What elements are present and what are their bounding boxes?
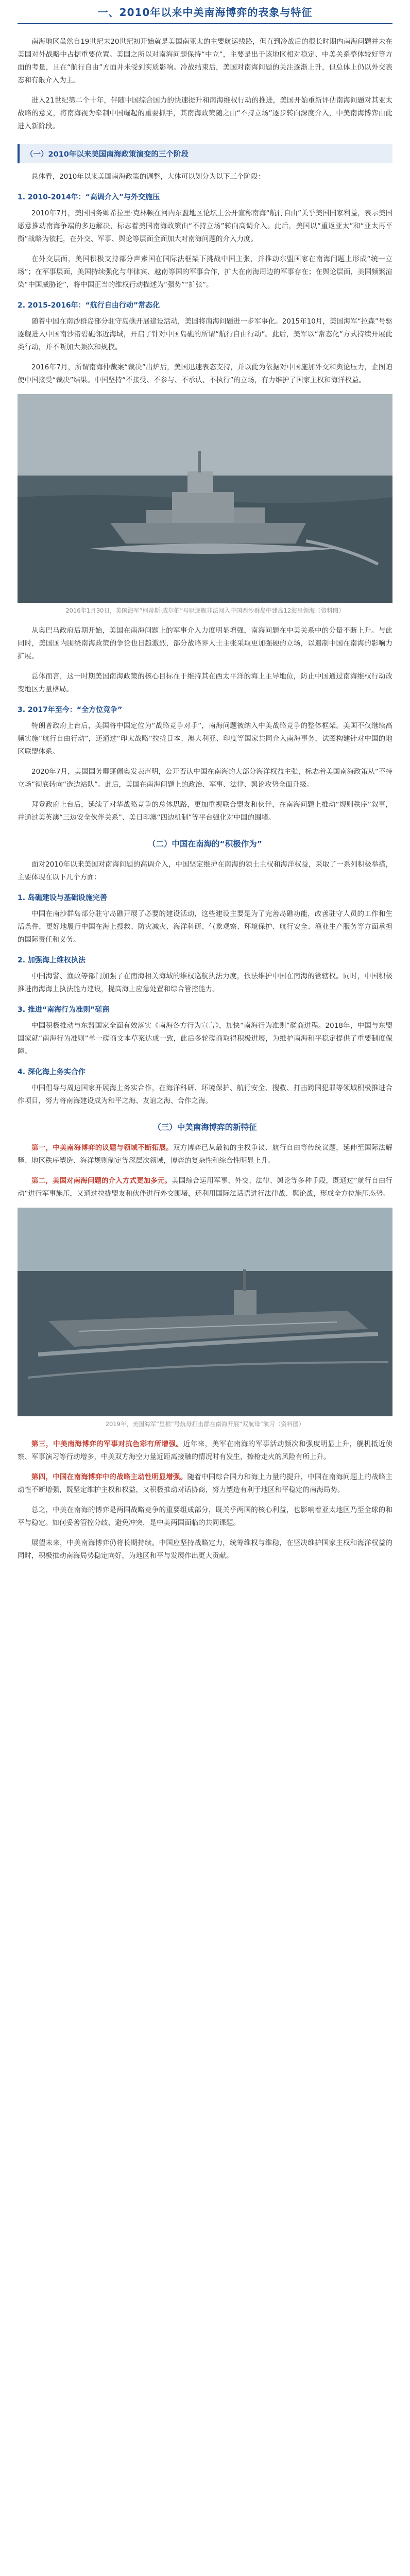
stage-paragraph: 2010年7月，美国国务卿希拉里·克林顿在河内东盟地区论坛上公开宣称南海“航行自由”关乎美国国家利益，表示美国愿意推动南海争端的多边解决，标志着美国南海政策由“不持立场”转向高调介入。此后，美国以“重返亚太”和“亚太再平衡”战略为依托，在外交、军事、舆论等层面全面加大对南海问题的介入力度。 [18,209,392,243]
feature-paragraph [18,1471,392,1497]
destroyer-illustration [18,394,392,603]
item-heading-text: 2. 加强海上维权执法 [18,956,86,964]
intro-block [18,36,392,133]
stage-block [18,315,392,387]
item-block [18,970,392,996]
feature-paragraph [18,1175,392,1200]
section-heading: （一）2010年以来美国南海政策演变的三个阶段 [18,144,392,163]
feature-paragraph [18,1438,392,1464]
section-heading: （三）中美南海博弈的新特征 [153,1123,257,1132]
item-paragraph: 中国积极推动与东盟国家全面有效落实《南海各方行为宣言》，加快“南海行为准则”磋商进程。2018年，中国与东盟国家就“南海行为准则”单一磋商文本草案达成一致，此后多轮磋商取得积极进展，为维护南海和平稳定提供了重要制度保障。 [18,1022,392,1056]
body-paragraph: 从奥巴马政府后期开始，美国在南海问题上的军事介入力度明显增强，南海问题在中美关系中的分量不断上升。与此同时，美国国内围绕南海政策的争论也日趋激烈，部分战略界人士主张采取更加强硬的立场，以遏制中国在南海的影响力扩展。 [18,626,392,660]
item-heading-text: 4. 深化海上务实合作 [18,1068,86,1076]
stage-heading-text: 3. 2017年至今：“全方位竞争” [18,706,123,714]
section-lead: 总体看，2010年以来美国南海政策的调整，大体可以划分为以下三个阶段： [31,173,265,181]
item-heading [18,892,392,903]
carrier-illustration [18,1208,392,1416]
feature-text: 美国综合运用军事、外交、法律、舆论等多种手段，既通过“航行自由行动”进行军事施压，又通过拉拢盟友和伙伴进行外交围堵，还利用国际法话语进行法律战、舆论战，形成全方位施压态势。 [18,1177,392,1198]
section1-block [18,171,392,183]
item-heading [18,1066,392,1077]
item-paragraph: 中国在南沙群岛部分驻守岛礁开展了必要的建设活动，这些建设主要是为了完善岛礁功能，改善驻守人员的工作和生活条件，更好地履行中国在海上搜救、防灾减灾、海洋科研、气象观察、环境保护、航行安全、渔业生产服务等方面承担的国际责任和义务。 [18,910,392,944]
stage-paragraph: 2020年7月，美国国务卿蓬佩奥发表声明，公开否认中国在南海的大部分海洋权益主张，标志着美国南海政策从“不持立场”彻底转向“选边站队”。此后，美国在南海问题上的政治、军事、法律、舆论攻势全面升级。 [18,768,392,789]
stage-paragraph: 拜登政府上台后，延续了对华战略竞争的总体思路，更加重视联合盟友和伙伴，在南海问题上推动“规则秩序”叙事，并通过美英澳“三边安全伙伴关系”、美日印澳“四边机制”等平台强化对中国的围堵。 [18,801,392,822]
stage-paragraph: 2016年7月，所谓南海仲裁案“裁决”出炉后，美国迅速表态支持，并以此为依据对中国施加外交和舆论压力，企图迫使中国接受“裁决”结果。中国坚持“不接受、不参与、不承认、不执行”的立场，有力维护了国家主权和海洋权益。 [18,363,392,384]
feature-lead: 第二，美国对南海问题的介入方式更加多元。 [31,1177,172,1185]
section-banner [18,0,392,24]
stage-heading [18,704,392,715]
carrier-photo [18,1208,392,1416]
item-block [18,1020,392,1058]
feature-text: 近年来，美军在南海的军事活动频次和强度明显上升，舰机抵近侦察、军事演习等行动增多，中美双方海空力量近距离接触的情况时有发生，擦枪走火的风险有所上升。 [18,1440,393,1461]
item-heading-text: 1. 岛礁建设与基础设施完善 [18,894,107,902]
figure-carrier [18,1208,392,1429]
item-block [18,1082,392,1108]
stage-paragraph: 特朗普政府上台后，美国将中国定位为“战略竞争对手”，南海问题被纳入中美战略竞争的整体框架。美国不仅继续高频实施“航行自由行动”，还通过“印太战略”拉拢日本、澳大利亚、印度等国家共同介入南海事务，试图构建针对中国的地区联盟体系。 [18,722,392,756]
destroyer-photo [18,394,392,603]
section2-block [18,858,392,884]
body-paragraph: 总体而言，这一时期美国南海政策的核心目标在于维持其在西太平洋的海上主导地位，防止中国通过南海维权行动改变地区力量格局。 [18,672,392,693]
intro-paragraph: 南海地区虽然自19世纪末20世纪初开始就是美国南亚太的主要航运线路，但直到冷战后的很长时期内南海问题并未在美国对外战略中占据重要位置。美国之所以对南海问题保持“中立”，主要是出于该地区相对稳定、中美关系整体较好等方面的考量，且在“航行自由”方面并未受到实质影响。冷战结束后，美国对南海问题的关注逐渐上升，但总体上仍以外交表态和有限介入为主。 [18,38,392,84]
feature-lead: 第一，中美南海博弈的议题与领域不断拓展。 [31,1144,173,1152]
figure-destroyer [18,394,392,615]
feature-text: 双方博弈已从最初的主权争议、航行自由等传统议题，延伸至国际法解释、地区秩序塑造、海洋规则制定等深层次领域，博弈的复杂性和综合性明显上升。 [18,1144,392,1165]
banner-title: 一、2010年以来中美南海博弈的表象与特征 [97,6,313,19]
closing-paragraph: 展望未来，中美南海博弈仍将长期持续。中国应坚持战略定力，统筹维权与维稳，在坚决维护国家主权和海洋权益的同时，积极推动南海局势稳定向好，为地区和平与发展作出更大贡献。 [18,1539,392,1560]
stage-block [18,207,392,292]
figure-caption: 2019年，美国海军“里根”号航母打击群在南海开展“双航母”演习（资料图） [105,1420,305,1428]
feature-lead: 第三，中美南海博弈的军事对抗色彩有所增强。 [31,1440,183,1448]
closing-paragraph: 总之，中美在南海的博弈是两国战略竞争的重要组成部分，既关乎两国的核心利益，也影响着亚太地区乃至全球的和平与稳定。如何妥善管控分歧、避免冲突，是中美两国面临的共同课题。 [18,1506,392,1527]
section1b-block [18,624,392,696]
item-paragraph: 中国倡导与周边国家开展海上务实合作，在海洋科研、环境保护、航行安全、搜救、打击跨国犯罪等领域积极推进合作项目，努力将南海建设成为和平之海、友谊之海、合作之海。 [18,1084,392,1105]
item-heading [18,955,392,965]
intro-paragraph: 进入21世纪第二个十年，伴随中国综合国力的快速提升和南海维权行动的推进，美国开始重新评估南海问题对其亚太战略的意义，将南海视为牵制中国崛起的重要抓手，其南海政策随之由“不持立场”逐步转向深度介入，中美南海博弈由此进入新阶段。 [18,96,392,130]
section-heading: （二）中国在南海的“积极作为” [148,839,262,849]
item-heading-text: 3. 推进“南海行为准则”磋商 [18,1006,110,1014]
stage-paragraph: 在外交层面，美国积极支持部分声索国在国际法框架下挑战中国主张，并推动东盟国家在南海问题上形成“统一立场”；在军事层面，美国持续强化与菲律宾、越南等国的军事合作，扩大在南海周边的军事存在；在舆论层面，美国频繁渲染“中国威胁论”，将中国正当的维权行动描述为“强势”“扩张”。 [18,255,392,289]
stage-paragraph: 随着中国在南沙群岛部分驻守岛礁开展建设活动，美国将南海问题进一步军事化。2015年10月，美国海军“拉森”号驱逐舰进入中国南沙渚碧礁邻近海域，开启了针对中国岛礁的所谓“航行自由行动”。此后，美军以“常态化”方式持续开展此类行动，并不断加大频次和规模。 [18,317,392,351]
feature-lead: 第四，中国在南海博弈中的战略主动性明显增强。 [31,1473,187,1481]
closing-block [18,1504,392,1563]
stage-heading [18,192,392,202]
stage-heading-text: 2. 2015-2016年：“航行自由行动”常态化 [18,301,160,310]
item-block [18,908,392,946]
item-heading [18,1004,392,1014]
stage-heading-text: 1. 2010-2014年：“高调介入”与外交施压 [18,193,160,201]
stage-block [18,720,392,824]
item-paragraph: 中国海警、渔政等部门加强了在南海相关海域的维权巡航执法力度，依法维护中国在南海的管辖权。同时，中国积极推进南海海上执法能力建设，提高海上应急处置和综合管控能力。 [18,972,392,993]
figure-caption: 2016年1月30日，美国海军“柯蒂斯·威尔伯”号驱逐舰非法闯入中国西沙群岛中建岛12海里领海（资料图） [65,607,345,614]
feature-text: 随着中国综合国力和海上力量的提升，中国在南海问题上的战略主动性不断增强，既坚定维护主权和权益，又积极推动对话协商，努力塑造有利于地区和平稳定的南海局势。 [18,1473,392,1494]
stage-heading [18,300,392,310]
feature-paragraph [18,1142,392,1167]
section-lead: 面对2010年以来美国对南海问题的高调介入，中国坚定维护在南海的领土主权和海洋权益，采取了一系列积极举措，主要体现在以下几个方面： [18,860,392,882]
